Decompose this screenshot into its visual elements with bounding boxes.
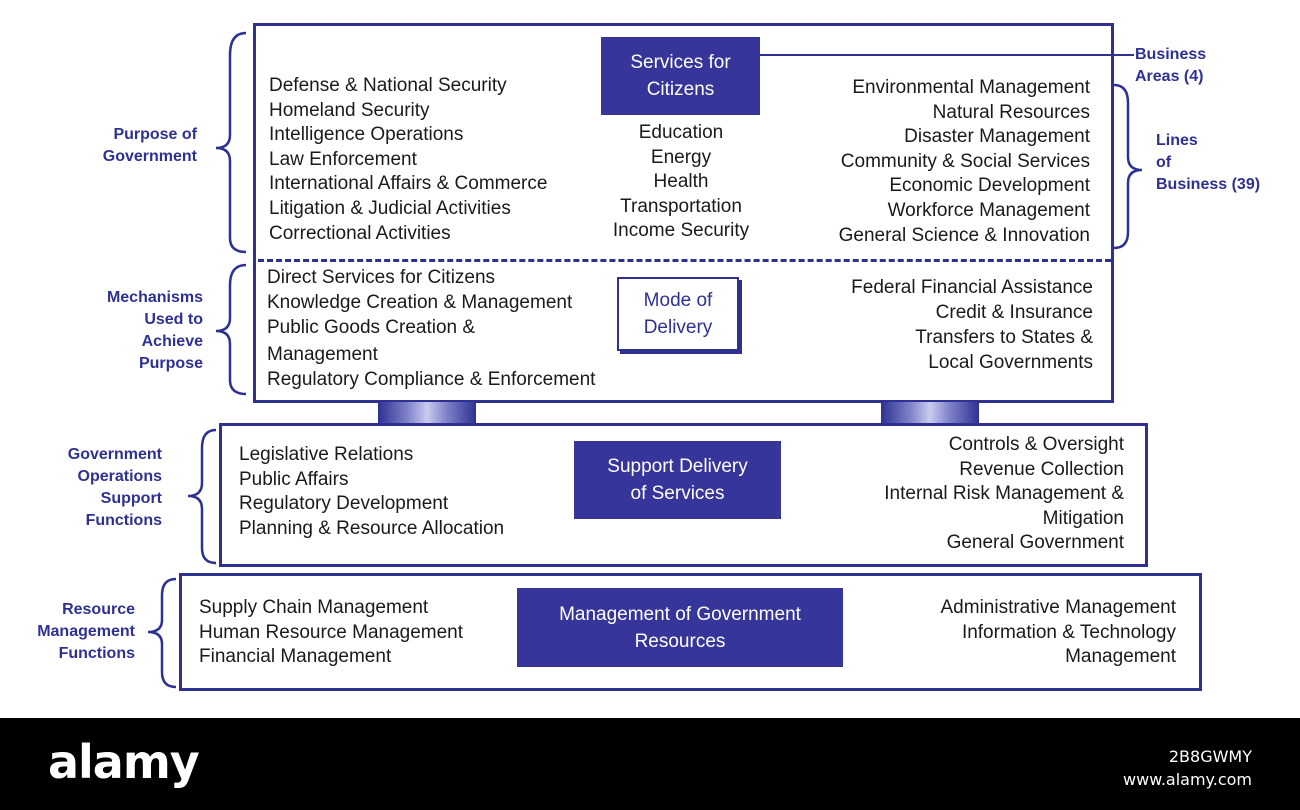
- purpose-brace: [216, 33, 246, 252]
- purpose-of-government-label: Purpose of Government: [102, 126, 197, 165]
- lines-of-business-label: Lines of Business (39): [1156, 132, 1261, 193]
- mode-of-delivery-header: Mode of Delivery: [617, 277, 739, 351]
- list-item: Public Goods Creation &: [267, 317, 476, 338]
- list-item: Planning & Resource Allocation: [239, 517, 505, 539]
- list-item: Defense & National Security: [269, 75, 507, 96]
- list-item: Income Security: [612, 220, 750, 242]
- list-item: Administrative Management: [940, 597, 1176, 618]
- management-header: Management of Government Resources: [517, 588, 843, 667]
- lines-brace: [1114, 85, 1142, 248]
- list-item: Human Resource Management: [199, 621, 464, 643]
- government-operations-label: Government Operations Support Functions: [67, 446, 162, 529]
- list-item: Health: [653, 171, 709, 193]
- list-item: Knowledge Creation & Management: [267, 292, 573, 313]
- list-item: Correctional Activities: [269, 222, 451, 244]
- business-areas-label: Business Areas (4): [1135, 46, 1207, 85]
- list-item: Regulatory Compliance & Enforcement: [267, 369, 596, 390]
- list-item: Regulatory Development: [239, 493, 449, 515]
- list-item: Education: [638, 122, 724, 143]
- services-for-citizens-header: Services for Citizens: [601, 37, 760, 115]
- list-item: Local Governments: [928, 352, 1093, 373]
- list-item: Environmental Management: [852, 77, 1090, 98]
- list-item: Direct Services for Citizens: [267, 267, 496, 288]
- support-delivery-header: Support Delivery of Services: [574, 441, 781, 519]
- list-item: Community & Social Services: [840, 150, 1090, 172]
- list-item: Workforce Management: [887, 199, 1090, 221]
- list-item: Transfers to States &: [915, 327, 1093, 348]
- list-item: Legislative Relations: [239, 444, 414, 465]
- list-item: Intelligence Operations: [269, 124, 464, 146]
- list-item: Homeland Security: [269, 99, 430, 121]
- list-item: International Affairs & Commerce: [269, 173, 548, 195]
- alamy-logo: alamy: [48, 735, 199, 789]
- list-item: Internal Risk Management &: [884, 483, 1124, 505]
- list-item: Transportation: [620, 195, 742, 217]
- gov-ops-brace: [188, 430, 216, 563]
- list-item: Energy: [650, 146, 712, 168]
- list-item: Natural Resources: [932, 101, 1090, 123]
- list-item: Information & Technology: [961, 621, 1176, 643]
- list-item: Management: [1065, 646, 1176, 668]
- mechanisms-label: Mechanisms Used to Achieve Purpose: [106, 289, 203, 372]
- list-item: Disaster Management: [904, 126, 1090, 148]
- list-item: Financial Management: [199, 646, 392, 668]
- mechanisms-brace: [216, 265, 246, 394]
- list-item: Credit & Insurance: [935, 302, 1093, 323]
- list-item: Management: [267, 344, 378, 365]
- resource-brace: [148, 579, 176, 687]
- list-item: Economic Development: [889, 175, 1090, 197]
- list-item: Litigation & Judicial Activities: [269, 197, 511, 219]
- resource-management-label: Resource Management Functions: [37, 601, 135, 662]
- list-item: Revenue Collection: [959, 458, 1124, 480]
- image-id: 2B8GWMY: [1168, 747, 1252, 766]
- list-item: Federal Financial Assistance: [851, 277, 1093, 298]
- list-item: Controls & Oversight: [948, 434, 1124, 455]
- list-item: General Science & Innovation: [838, 224, 1090, 246]
- list-item: Law Enforcement: [269, 148, 417, 170]
- list-item: Supply Chain Management: [199, 597, 429, 618]
- list-item: Public Affairs: [239, 468, 349, 490]
- list-item: Mitigation: [1042, 507, 1124, 529]
- list-item: General Government: [946, 532, 1124, 554]
- alamy-url: www.alamy.com: [1123, 770, 1252, 789]
